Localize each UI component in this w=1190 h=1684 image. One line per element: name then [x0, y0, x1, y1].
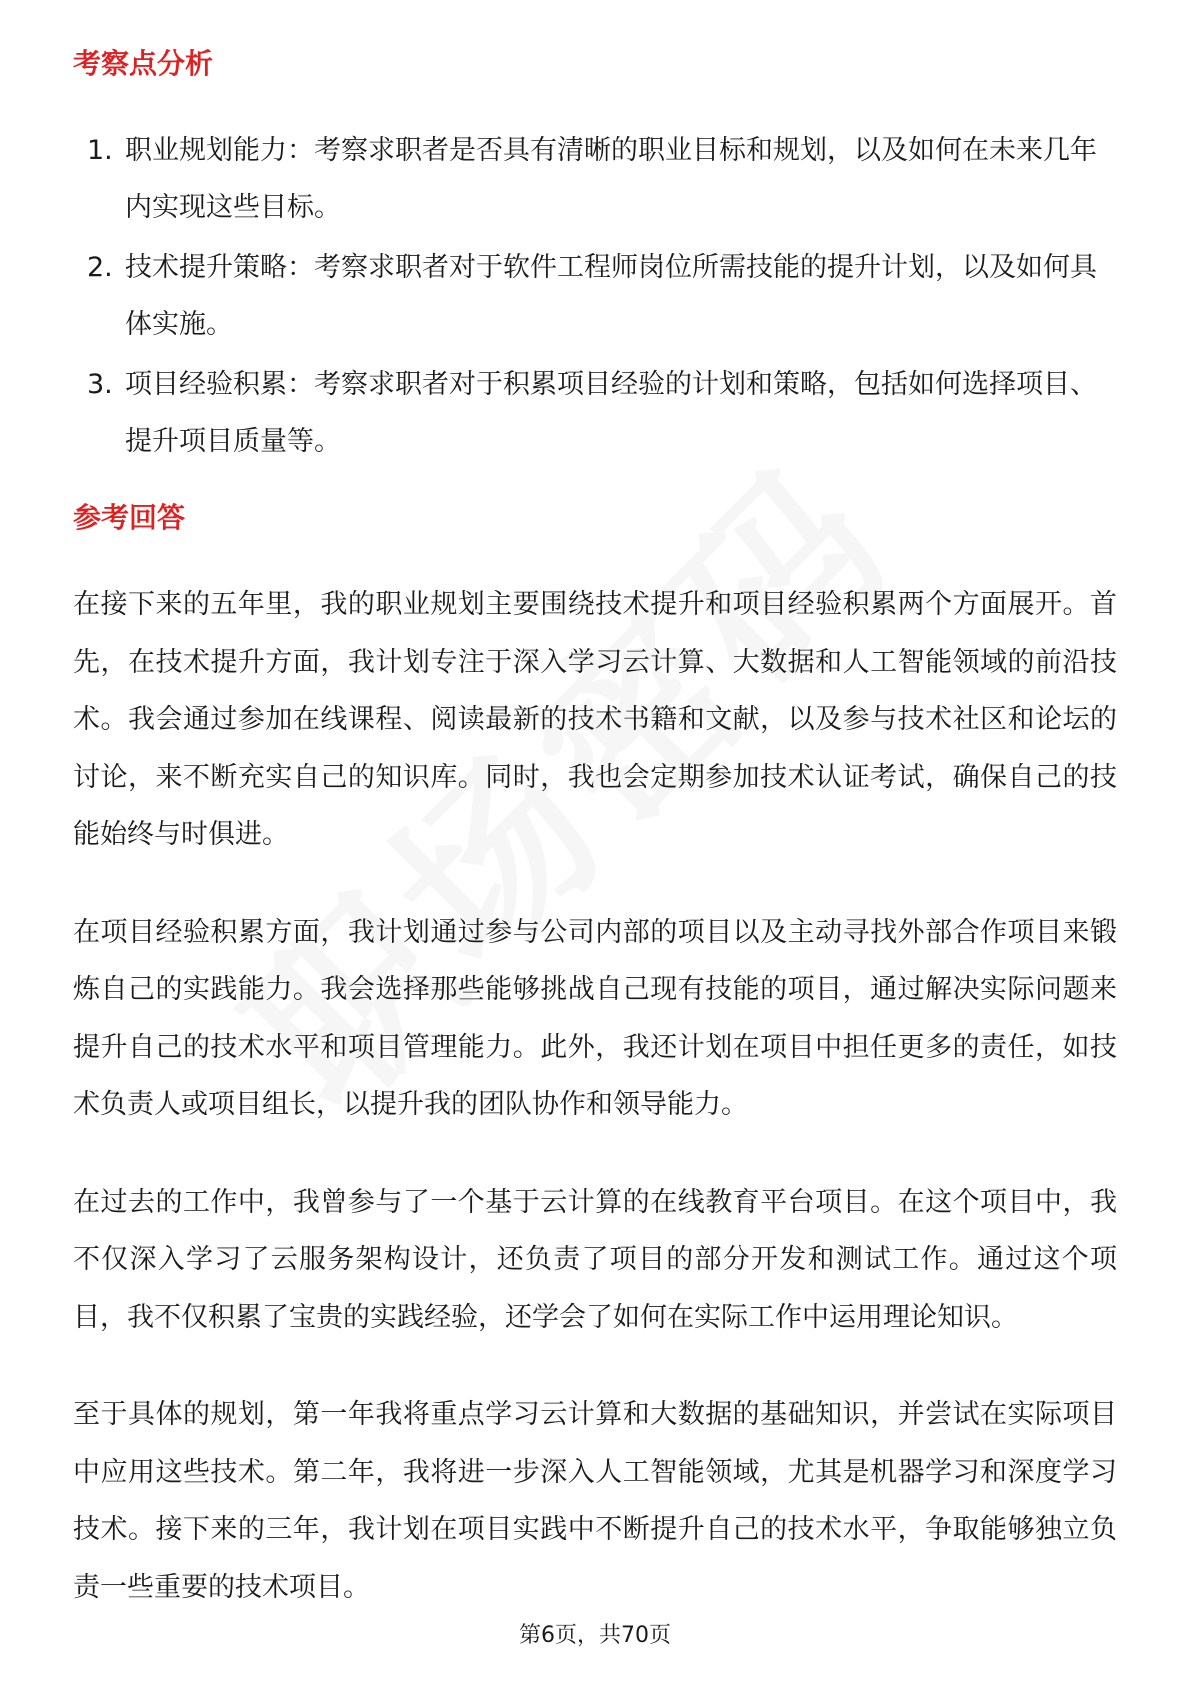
list-item: [73, 122, 1117, 236]
analysis-list: [73, 122, 1117, 470]
answer-paragraph: 至于具体的规划，第一年我将重点学习云计算和大数据的基础知识，并尝试在实际项目中应用这些技术。第二年，我将进一步深入人工智能领域，尤其是机器学习和深度学习技术。接下来的三年，我计划在项目实践中不断提升自己的技术水平，争取能够独立负责一些重要的技术项目。: [73, 1399, 1117, 1603]
list-item-number: 3.: [87, 369, 113, 400]
document-page: [73, 44, 1117, 1656]
list-item-number: 1.: [87, 135, 113, 166]
list-item: [73, 356, 1117, 470]
answer-paragraph: 在接下来的五年里，我的职业规划主要围绕技术提升和项目经验积累两个方面展开。首先，在技术提升方面，我计划专注于深入学习云计算、大数据和人工智能领域的前沿技术。我会通过参加在线课程、阅读最新的技术书籍和文献，以及参与技术社区和论坛的讨论，来不断充实自己的知识库。同时，我也会定期参加技术认证考试，确保自己的技能始终与时俱进。: [73, 589, 1117, 850]
section-title-analysis: 考察点分析: [73, 47, 214, 80]
list-item: [73, 239, 1117, 353]
list-item-text: 职业规划能力：考察求职者是否具有清晰的职业目标和规划，以及如何在未来几年内实现这些目标。: [125, 135, 1097, 223]
section-title-reference-answer: 参考回答: [73, 501, 186, 534]
list-item-text: 技术提升策略：考察求职者对于软件工程师岗位所需技能的提升计划，以及如何具体实施。: [125, 252, 1097, 340]
list-item-text: 项目经验积累：考察求职者对于积累项目经验的计划和策略，包括如何选择项目、提升项目质量等。: [125, 369, 1097, 457]
page-footer: 第6页，共70页: [519, 1623, 671, 1648]
answer-paragraph: 在过去的工作中，我曾参与了一个基于云计算的在线教育平台项目。在这个项目中，我不仅深入学习了云服务架构设计，还负责了项目的部分开发和测试工作。通过这个项目，我不仅积累了宝贵的实践经验，还学会了如何在实际工作中运用理论知识。: [73, 1186, 1117, 1333]
answer-paragraph: 在项目经验积累方面，我计划通过参与公司内部的项目以及主动寻找外部合作项目来锻炼自己的实践能力。我会选择那些能够挑战自己现有技能的项目，通过解决实际问题来提升自己的技术水平和项目管理能力。此外，我还计划在项目中担任更多的责任，如技术负责人或项目组长，以提升我的团队协作和领导能力。: [73, 916, 1117, 1120]
list-item-number: 2.: [87, 252, 113, 283]
